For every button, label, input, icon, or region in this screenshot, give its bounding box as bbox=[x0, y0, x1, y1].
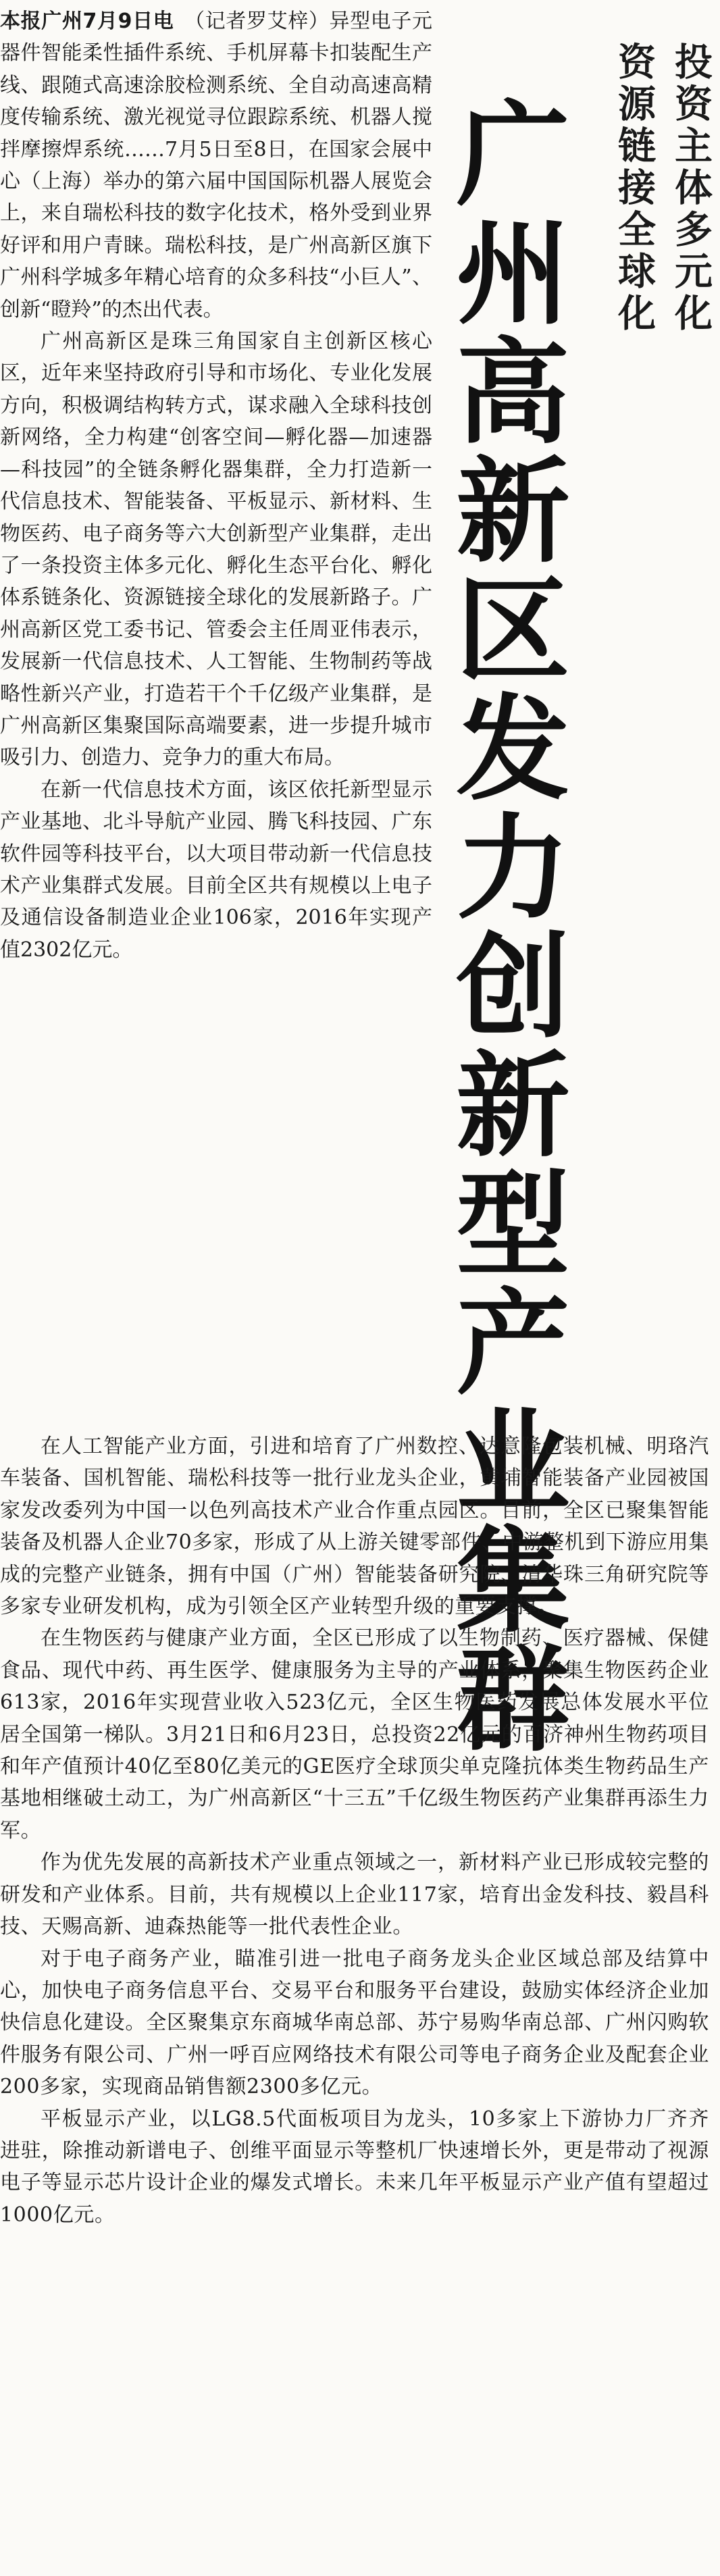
paragraph: 平板显示产业，以LG8.5代面板项目为龙头，10多家上下游协力厂齐齐进驻，除推动新谱电子、创维平面显示等整机厂快速增长外，更是带动了视源电子等显示芯片设计企业的爆发式增长。未来几年平板显示产业产值有望超过1000亿元。 bbox=[0, 2107, 709, 2227]
paragraph: 作为优先发展的高新技术产业重点领域之一，新材料产业已形成较完整的研发和产业体系。目前，共有规模以上企业117家，培育出金发科技、毅昌科技、天赐高新、迪森热能等一批代表性企业。 bbox=[0, 1851, 709, 1939]
article-body-top bbox=[0, 5, 432, 966]
byline: （记者罗艾梓） bbox=[195, 9, 330, 33]
subtitle-line-1: 投资主体多元化 bbox=[669, 42, 713, 335]
headline: 广州高新区发力创新型产业集群 bbox=[438, 95, 570, 1759]
paragraph: 在新一代信息技术方面，该区依托新型显示产业基地、北斗导航产业园、腾飞科技园、广东软件园等科技平台，以大项目带动新一代信息技术产业集群式发展。目前全区共有规模以上电子及通信设备制造业企业106家，2016年实现产值2302亿元。 bbox=[0, 777, 432, 962]
lead-text: 异型电子元器件智能柔性插件系统、手机屏幕卡扣装配生产线、跟随式高速涂胶检测系统、全自动高速高精度传输系统、激光视觉寻位跟踪系统、机器人搅拌摩擦焊系统……7月5日至8日，在国家会展中心（上海）举办的第六届中国国际机器人展览会上，来自瑞松科技的数字化技术，格外受到业界好评和用户青睐。瑞松科技，是广州高新区旗下广州科学城多年精心培育的众多科技“小巨人”、创新“瞪羚”的杰出代表。 bbox=[0, 9, 433, 321]
paragraph: 广州高新区是珠三角国家自主创新区核心区，近年来坚持政府引导和市场化、专业化发展方向，积极调结构转方式，谋求融入全球科技创新网络，全力构建“创客空间—孵化器—加速器—科技园”的全链条孵化器集群，全力打造新一代信息技术、智能装备、平板显示、新材料、生物医药、电子商务等六大创新型产业集群，走出了一条投资主体多元化、孵化生态平台化、孵化体系链条化、资源链接全球化的发展新路子。广州高新区党工委书记、管委会主任周亚伟表示，发展新一代信息技术、人工智能、生物制药等战略性新兴产业，打造若干个千亿级产业集群，是广州高新区集聚国际高端要素，进一步提升城市吸引力、创造力、竞争力的重大布局。 bbox=[0, 330, 432, 770]
dateline: 本报广州7月9日电 bbox=[0, 9, 174, 33]
subtitle-line-2: 资源链接全球化 bbox=[612, 42, 656, 335]
paragraph: 在人工智能产业方面，引进和培育了广州数控、达意隆包装机械、明珞汽车装备、国机智能、瑞松科技等一批行业龙头企业，黄埔智能装备产业园被国家发改委列为中国一以色列高技术产业合作重点园区。目前，全区已聚集智能装备及机器人企业70多家，形成了从上游关键零部件、中游整机到下游应用集成的完整产业链条，拥有中国（广州）智能装备研究院、清华珠三角研究院等多家专业研发机构，成为引领全区产业转型升级的重要支撑。 bbox=[0, 1435, 709, 1619]
lead-paragraph bbox=[0, 5, 432, 326]
paragraph: 对于电子商务产业，瞄准引进一批电子商务龙头企业区域总部及结算中心，加快电子商务信息平台、交易平台和服务平台建设，鼓励实体经济企业加快信息化建设。全区聚集京东商城华南总部、苏宁易购华南总部、广州闪购软件服务有限公司、广州一呼百应网络技术有限公司等电子商务企业及配套企业200多家，实现商品销售额2300多亿元。 bbox=[0, 1947, 709, 2099]
paragraph: 在生物医药与健康产业方面，全区已形成了以生物制药、医疗器械、保健食品、现代中药、再生医学、健康服务为主导的产业体系，聚集生物医药企业613家，2016年实现营业收入523亿元，全区生物医药发展总体发展水平位居全国第一梯队。3月21日和6月23日，总投资22亿元的百济神州生物药项目和年产值预计40亿至80亿美元的GE医疗全球顶尖单克隆抗体类生物药品生产基地相继破土动工，为广州高新区“十三五”千亿级生物医药产业集群再添生力军。 bbox=[0, 1626, 709, 1843]
article-body-bottom bbox=[0, 1431, 709, 2231]
